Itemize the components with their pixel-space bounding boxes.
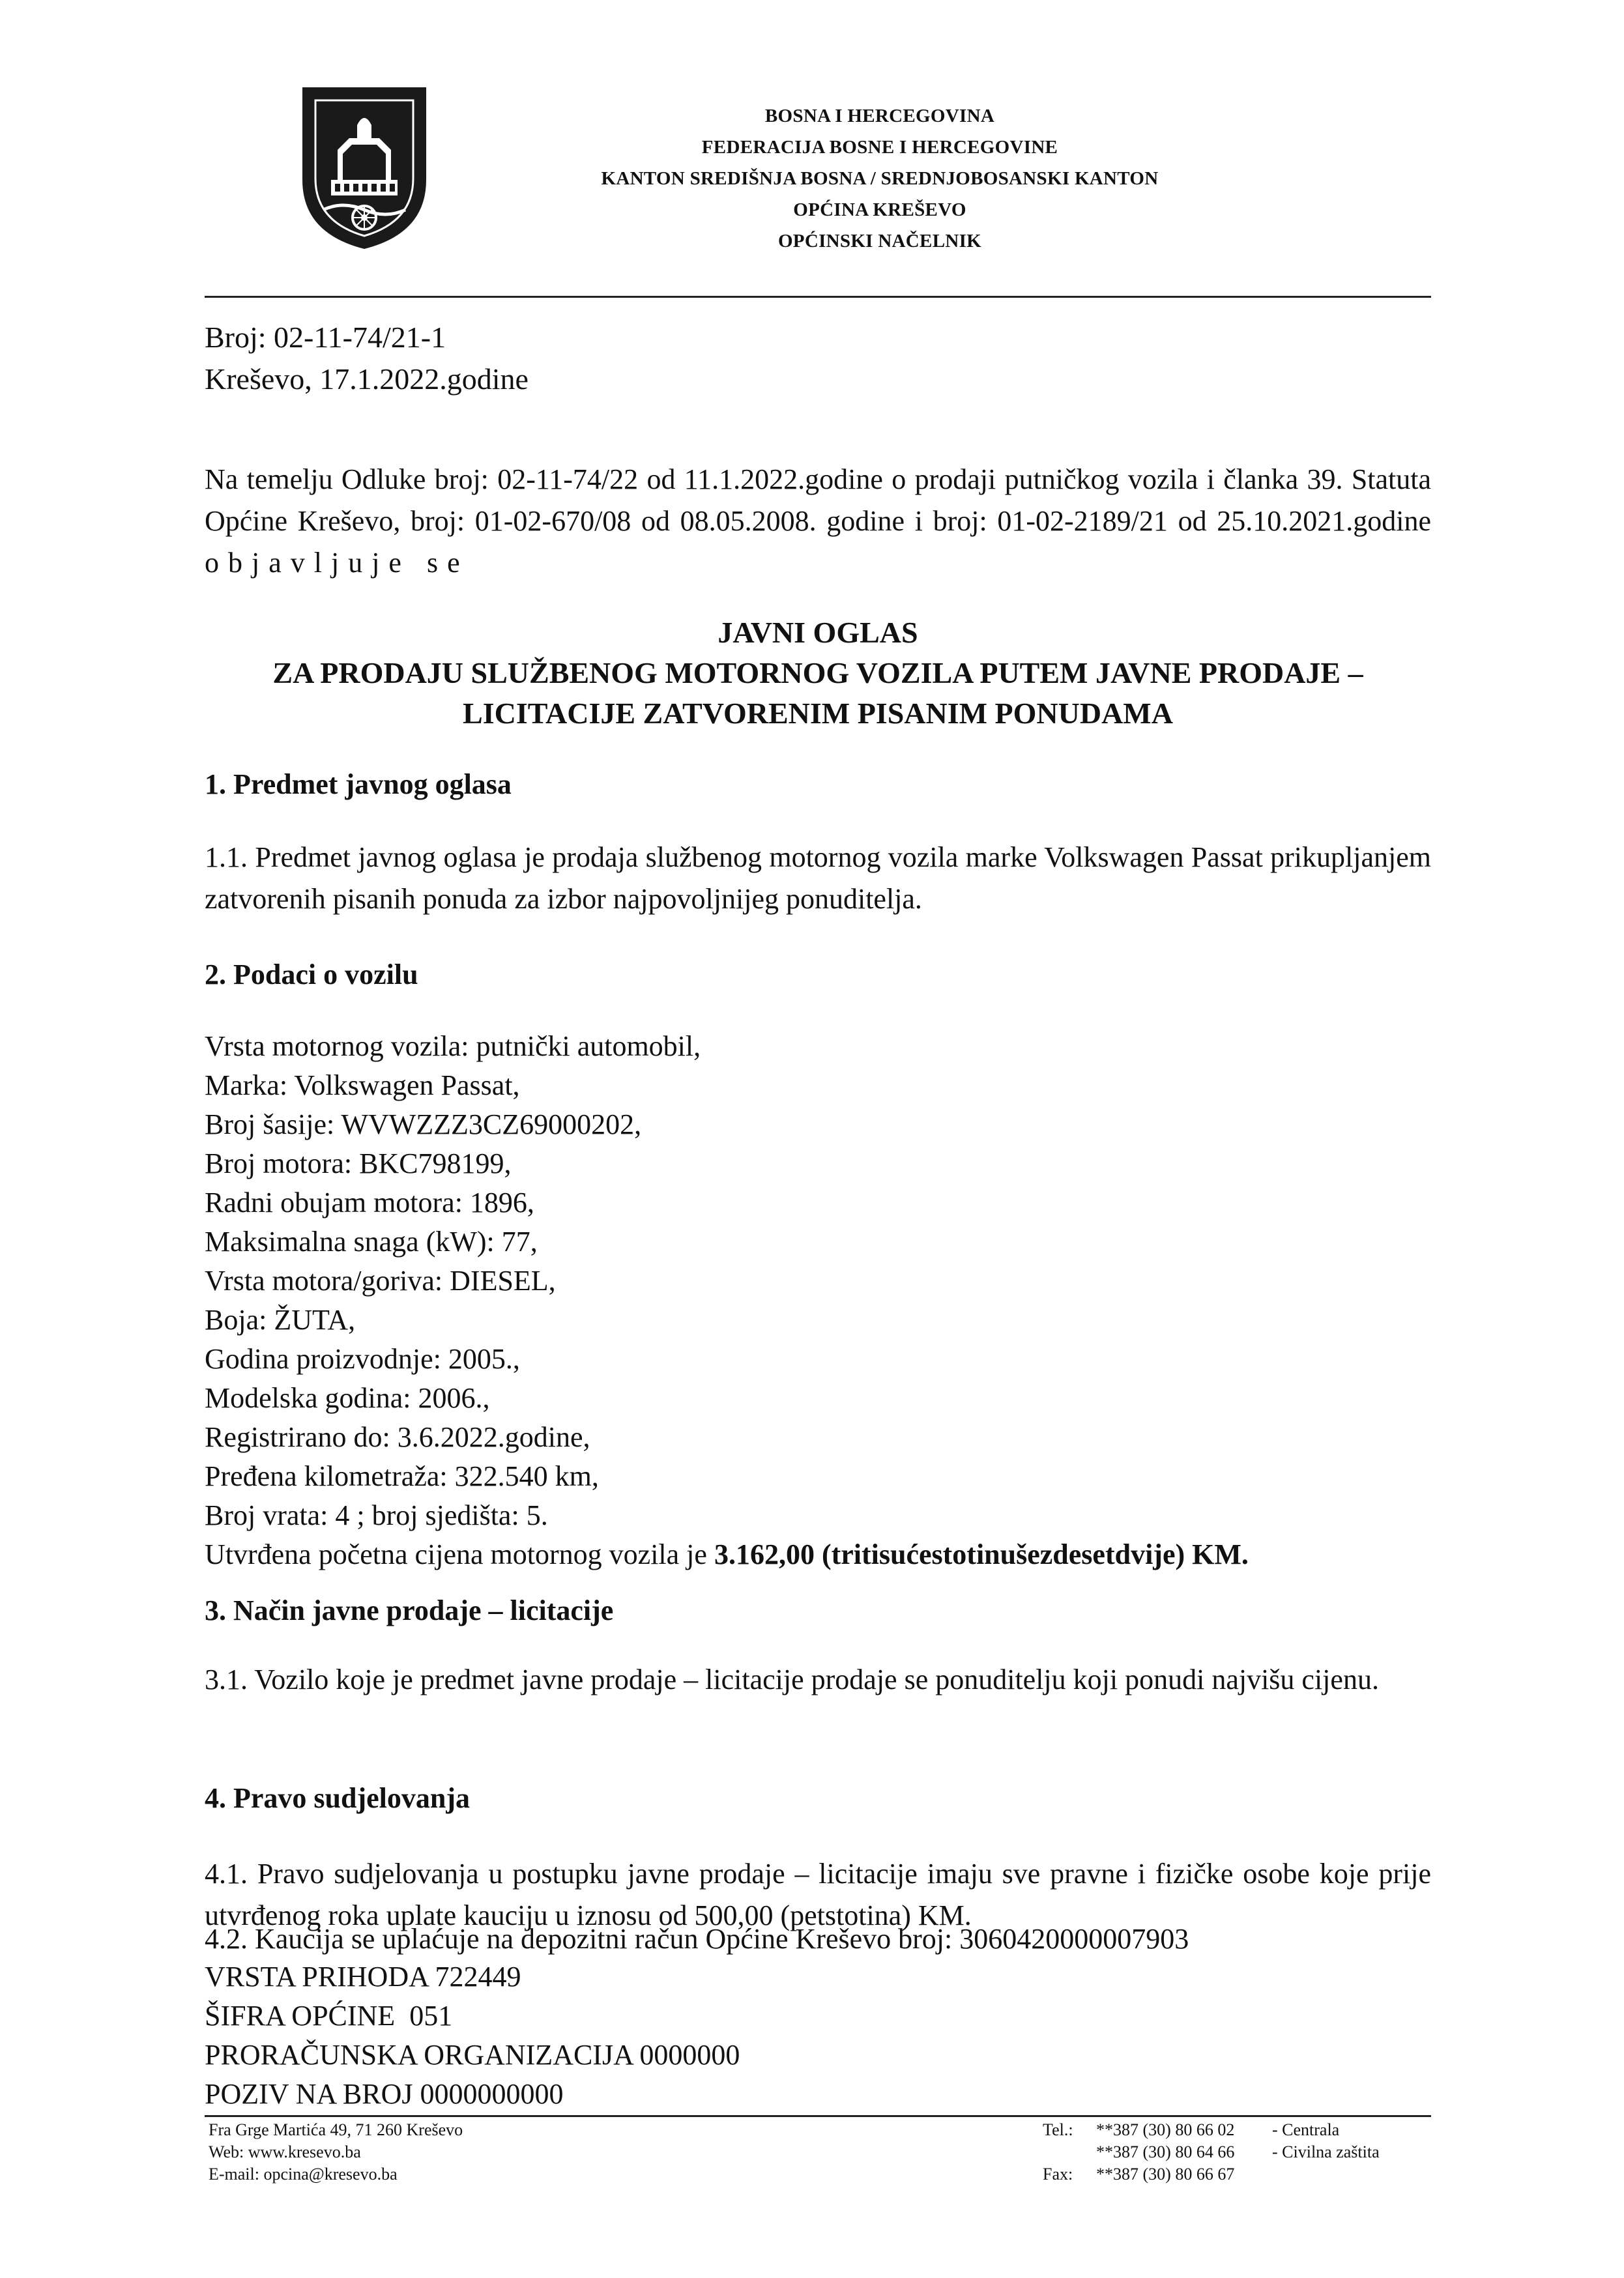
vehicle-item: Broj motora: BKC798199,	[205, 1147, 512, 1179]
intro-text: Na temelju Odluke broj: 02-11-74/22 od 11.1.2022.godine o prodaji putničkog vozila i članka 39. Statuta Općine Kreševo, broj: 01-02-670/08 od 08.05.2008. godine i broj: 01-02-2189/21 od 25.10.2021.godine	[205, 463, 1431, 537]
section-2-heading: 2. Podaci o vozilu	[205, 959, 418, 990]
vehicle-item: Vrsta motora/goriva: DIESEL,	[205, 1265, 556, 1297]
vehicle-item: Vrsta motornog vozila: putnički automobil,	[205, 1030, 701, 1062]
footer-tel-2-desc: - Civilna zaštita	[1272, 2142, 1380, 2161]
title-line-2: ZA PRODAJU SLUŽBENOG MOTORNOG VOZILA PUTEM JAVNE PRODAJE –	[272, 656, 1363, 689]
vehicle-item: Modelska godina: 2006.,	[205, 1382, 490, 1414]
footer-tel-1: **387 (30) 80 66 02	[1096, 2120, 1235, 2139]
header-line-federation: FEDERACIJA BOSNE I HERCEGOVINE	[701, 137, 1058, 158]
reference-number: Broj: 02-11-74/21-1	[205, 321, 446, 354]
payment-line: POZIV NA BROJ 0000000000	[205, 2078, 564, 2110]
footer-fax: **387 (30) 80 66 67	[1096, 2165, 1235, 2184]
vehicle-data-list	[205, 1027, 1249, 1574]
section-1-heading: 1. Predmet javnog oglasa	[205, 768, 512, 800]
section-4-text-1: 4.1. Pravo sudjelovanja u postupku javne prodaje – licitacije imaju sve pravne i fizičke osobe koje prije utvrđenog roka uplate kauciju u iznosu od 500,00 (petstotina) KM.	[205, 1858, 1431, 1931]
municipal-coat-of-arms-icon	[297, 82, 431, 253]
section-4-heading: 4. Pravo sudjelovanja	[205, 1782, 470, 1814]
vehicle-item: Broj vrata: 4 ; broj sjedišta: 5.	[205, 1499, 548, 1531]
title-line-3: LICITACIJE ZATVORENIM PISANIM PONUDAMA	[463, 697, 1173, 730]
vehicle-item: Radni obujam motora: 1896,	[205, 1187, 534, 1218]
document-title	[205, 613, 1431, 734]
header-line-country: BOSNA I HERCEGOVINA	[764, 106, 995, 126]
reference-block	[205, 317, 529, 400]
vehicle-item: Registrirano do: 3.6.2022.godine,	[205, 1421, 590, 1453]
footer-web: Web: www.kresevo.ba	[209, 2142, 361, 2161]
header-line-canton: KANTON SREDIŠNJA BOSNA / SREDNJOBOSANSKI KANTON	[601, 168, 1159, 189]
footer-divider	[205, 2115, 1431, 2117]
header-divider	[205, 296, 1431, 298]
vehicle-item: Marka: Volkswagen Passat,	[205, 1069, 520, 1101]
vehicle-item: Pređena kilometraža: 322.540 km,	[205, 1460, 599, 1492]
footer-address: Fra Grge Martića 49, 71 260 Kreševo	[209, 2120, 463, 2139]
footer-tel-label: Tel.:	[1043, 2120, 1073, 2139]
title-line-1: JAVNI OGLAS	[718, 616, 918, 649]
vehicle-item: Broj šasije: WVWZZZ3CZ69000202,	[205, 1108, 642, 1140]
section-1-text: 1.1. Predmet javnog oglasa je prodaja službenog motornog vozila marke Volkswagen Passat prikupljanjem zatvorenih pisanih ponuda za izbor najpovoljnijeg ponuditelja.	[205, 841, 1431, 915]
vehicle-price-line	[205, 1535, 1249, 1574]
section-4-text-2: 4.2. Kaucija se uplaćuje na depozitni račun Općine Kreševo broj: 3060420000007903	[205, 1923, 1189, 1955]
footer-fax-label: Fax:	[1043, 2165, 1073, 2184]
section-3-heading: 3. Način javne prodaje – licitacije	[205, 1594, 614, 1626]
header-line-municipality: OPĆINA KREŠEVO	[793, 199, 966, 220]
document-header	[456, 100, 1303, 257]
payment-line: ŠIFRA OPĆINE 051	[205, 2000, 453, 2032]
vehicle-price-prefix: Utvrđena početna cijena motornog vozila je	[205, 1538, 714, 1570]
footer-tel-1-desc: - Centrala	[1272, 2120, 1340, 2139]
vehicle-item: Godina proizvodnje: 2005.,	[205, 1343, 520, 1375]
payment-details	[205, 1957, 740, 2114]
section-3-text: 3.1. Vozilo koje je predmet javne prodaje – licitacije prodaje se ponuditelju koji ponudi najvišu cijenu.	[205, 1664, 1379, 1695]
header-line-office: OPĆINSKI NAČELNIK	[777, 231, 982, 252]
vehicle-item: Maksimalna snaga (kW): 77,	[205, 1226, 538, 1258]
footer-contact-left	[209, 2119, 463, 2185]
footer-tel-2: **387 (30) 80 64 66	[1096, 2142, 1235, 2161]
vehicle-item: Boja: ŽUTA,	[205, 1304, 356, 1336]
payment-line: PRORAČUNSKA ORGANIZACIJA 0000000	[205, 2039, 740, 2071]
reference-place-date: Kreševo, 17.1.2022.godine	[205, 362, 529, 396]
intro-paragraph	[205, 459, 1431, 584]
footer-email: E-mail: opcina@kresevo.ba	[209, 2165, 398, 2184]
payment-line: VRSTA PRIHODA 722449	[205, 1961, 521, 1993]
intro-spaced-word: objavljuje se	[205, 547, 469, 579]
vehicle-price-amount: 3.162,00 (tritisućestotinušezdesetdvije) KM.	[714, 1538, 1249, 1570]
